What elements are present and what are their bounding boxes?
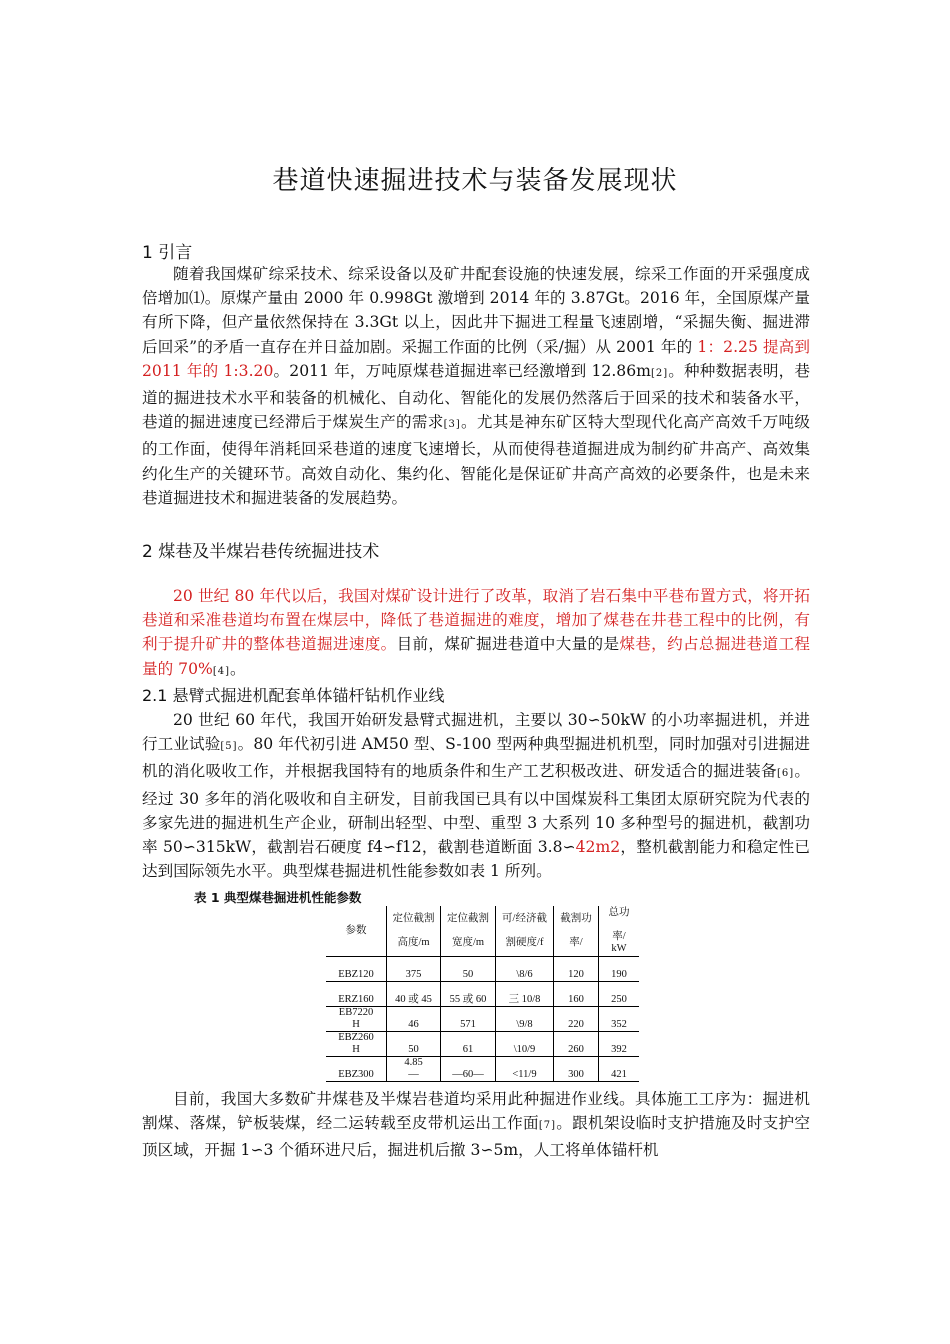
table-cell: —60— [441, 1057, 496, 1082]
performance-table [326, 906, 639, 1082]
highlighted-text: 42m2 [575, 838, 621, 857]
table-cell: 40 或 45 [387, 982, 441, 1007]
table-caption: 表 1 典型煤巷掘进机性能参数 [194, 890, 362, 905]
table-cell: 55 或 60 [441, 982, 496, 1007]
table-cell: 46 [387, 1007, 441, 1032]
table-cell: 50 [441, 957, 496, 982]
table-cell: 120 [554, 957, 599, 982]
table-cell: 190 [599, 957, 640, 982]
citation-ref: [7] [538, 1120, 556, 1132]
table-cell: 375 [387, 957, 441, 982]
table-header-cell: 定位截割 高度/m [387, 906, 441, 957]
table-cell: 352 [599, 1007, 640, 1032]
text-run: 。 [229, 659, 246, 678]
highlighted-text: 1：2.25 提高到 2011 年的 1:3.20 [142, 337, 810, 380]
table-cell: EBZ300 [326, 1057, 387, 1082]
table-cell: EBZ120 [326, 957, 387, 982]
table-row [326, 1032, 639, 1057]
table-cell: EB7220 H [326, 1007, 387, 1032]
text-run: 随着我国煤矿综采技术、综采设备以及矿井配套设施的快速发展，综采工作面的开采强度成倍增加⑴。原煤产量由 2000 年 0.998Gt 激增到 2014 年的 3.87Gt。2016 年，全国原煤产量有所下降，但产量依然保持在 3.3Gt 以上，因此井下掘进工程量飞速剧增，“采掘失衡、掘进滞后回采”的矛盾一直存在并日益加剧。采掘工作面的比例（采/掘）从 2001 年的 [142, 265, 810, 356]
table-header-cell: 截割功 率/ [554, 906, 599, 957]
table-cell: <11/9 [496, 1057, 554, 1082]
text-run: 。尤其是神东矿区特大型现代化高产高效千万吨级的工作面，使得年消耗回采巷道的速度飞速增长，从而使得巷道掘进成为制约矿井高产、高效集约化生产的关键环节。高效自动化、集约化、智能化是保证矿井高产高效的必要条件，也是未来巷道掘进技术和掘进装备的发展趋势。 [142, 413, 810, 507]
table-cell: ERZ160 [326, 982, 387, 1007]
table-cell: 260 [554, 1032, 599, 1057]
table-cell: 250 [599, 982, 640, 1007]
text-run: 目前，我国大多数矿井煤巷及半煤岩巷道均采用此种掘进作业线。具体施工工序为：掘进机割煤、落煤，铲板装煤，经二运转载至皮带机运出工作面 [142, 1090, 810, 1133]
table-header-cell: 可/经济截 割硬度/f [496, 906, 554, 957]
section-1-paragraph [142, 262, 810, 510]
table-cell: \9/8 [496, 1007, 554, 1032]
text-run: 。跟机架设临时支护措施及时支护空顶区域，开掘 1∽3 个循环进尺后，掘进机后撤 3∽5m，人工将单体锚杆机 [142, 1114, 810, 1160]
table-cell: 220 [554, 1007, 599, 1032]
citation-ref: [4] [212, 665, 230, 677]
highlighted-text: 煤巷，约占总掘进巷道工程量的 70% [142, 635, 810, 678]
table-cell: EBZ260 H [326, 1032, 387, 1057]
table-row [326, 957, 639, 982]
text-run: 20 世纪 60 年代，我国开始研发悬臂式掘进机，主要以 30∽50kW 的小功率掘进机，并进行工业试验 [142, 711, 810, 754]
table-cell: \8/6 [496, 957, 554, 982]
text-run: 目前，煤矿掘进巷道中大量的是 [396, 635, 620, 654]
highlighted-text: 20 世纪 80 年代以后，我国对煤矿设计进行了改革，取消了岩石集中平巷布置方式，将开拓巷道和采准巷道均布置在煤层中，降低了巷道掘进的难度，增加了煤巷在井巷工程中的比例，有利于提升矿井的整体巷道掘进速度。 [142, 587, 810, 654]
table-header-cell: 参数 [326, 906, 387, 957]
post-table-paragraph [142, 1087, 810, 1163]
table-cell: 160 [554, 982, 599, 1007]
table-cell: 421 [599, 1057, 640, 1082]
text-run: 。种种数据表明，巷道的掘进技术水平和装备的机械化、自动化、智能化的发展仍然落后于回采的技术和装备水平，巷道的掘进速度已经滞后于煤炭生产的需求 [142, 361, 810, 432]
table-row [326, 1007, 639, 1032]
citation-ref: [5] [220, 741, 238, 753]
text-run: 。80 年代初引进 AM50 型、S-100 型两种典型掘进机机型，同时加强对引进掘进机的消化吸收工作，并根据我国特有的地质条件和生产工艺积极改进、研发适合的掘进装备 [142, 735, 810, 781]
section-2-heading: 2 煤巷及半煤岩巷传统掘进技术 [142, 542, 380, 562]
citation-ref: [6] [776, 768, 795, 780]
text-run: 。2011 年，万吨原煤巷道掘进率已经激增到 12.86m [273, 361, 651, 380]
document-title: 巷道快速掘进技术与装备发展现状 [272, 166, 678, 196]
table-cell: 61 [441, 1032, 496, 1057]
citation-ref: [3] [443, 419, 461, 431]
text-run: 。经过 30 多年的消化吸收和自主研发，目前我国已具有以中国煤炭科工集团太原研究院为代表的多家先进的掘进机生产企业，研制出轻型、中型、重型 3 大系列 10 多种型号的掘进机，截割功率 50∽315kW，截割岩石硬度 f4∽f12，截割巷道断面 3.8∽ [142, 762, 810, 857]
table-row [326, 1057, 639, 1082]
section-2-paragraph [142, 584, 810, 684]
table-cell: 50 [387, 1032, 441, 1057]
subsection-2-1-paragraph [142, 708, 810, 883]
table-cell: 571 [441, 1007, 496, 1032]
table-cell: 300 [554, 1057, 599, 1082]
table-header-cell: 总功 率/ kW [599, 906, 640, 957]
table-cell: 392 [599, 1032, 640, 1057]
table-row [326, 982, 639, 1007]
table-header-row [326, 906, 639, 957]
text-run: ，整机截割能力和稳定性已达到国际领先水平。典型煤巷掘进机性能参数如表 1 所列。 [142, 838, 810, 881]
table-cell: 三 10/8 [496, 982, 554, 1007]
citation-ref: [2] [650, 367, 669, 379]
table-header-cell: 定位截割 宽度/m [441, 906, 496, 957]
section-1-heading: 1 引言 [142, 243, 193, 263]
table-cell: \10/9 [496, 1032, 554, 1057]
subsection-2-1-heading: 2.1 悬臂式掘进机配套单体锚杆钻机作业线 [142, 686, 445, 705]
table-cell: 4.85 — [387, 1057, 441, 1082]
